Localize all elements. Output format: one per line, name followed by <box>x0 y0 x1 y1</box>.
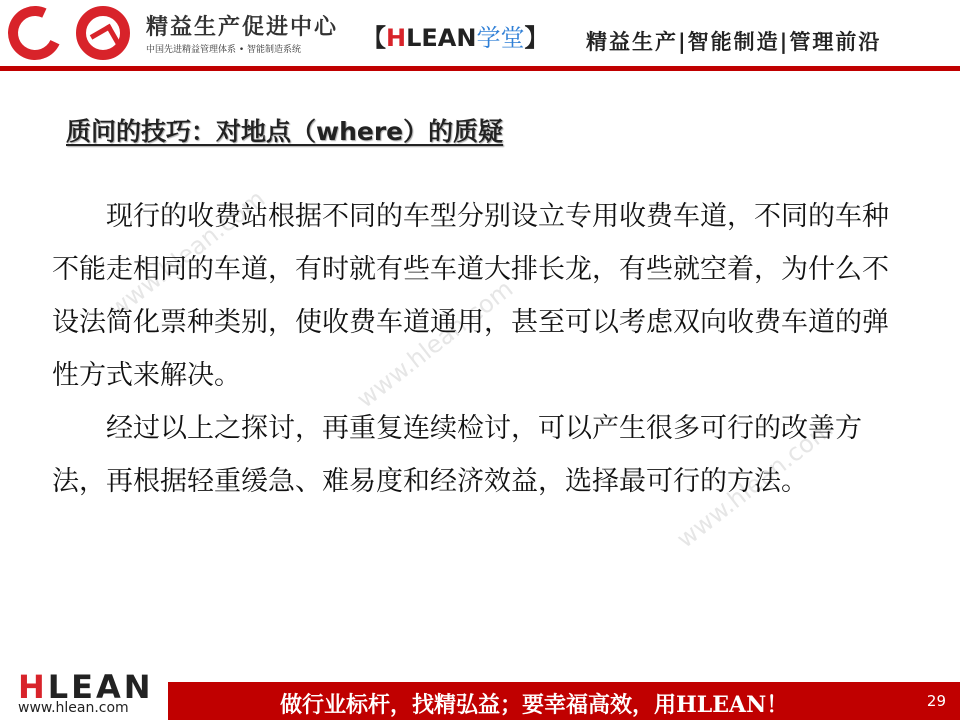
slide-title: 质问的技巧：对地点（where）的质疑 <box>66 117 504 146</box>
tag-lean: LEAN <box>406 24 477 52</box>
footer-slogan: 做行业标杆，找精弘益；要幸福高效，用HLEAN！ <box>280 692 789 718</box>
logo-arrow-circle-icon <box>76 6 130 60</box>
page-number: 29 <box>926 692 946 710</box>
footer-logo-rest: LEAN <box>47 668 154 706</box>
org-name: 精益生产促进中心 <box>146 15 339 40</box>
footer-url: www.hlean.com <box>18 700 129 716</box>
body-paragraph: 现行的收费站根据不同的车型分别设立专用收费车道，不同的车种不能走相同的车道，有时就有些车道大排长龙，有些就空着，为什么不设法简化票种类别，使收费车道通用，甚至可以考虑双向收费车道的弹性方式来解决。 <box>52 201 889 391</box>
org-subtitle: 中国先进精益管理体系 • 智能制造系统 <box>146 45 302 55</box>
header-slogan: 精益生产|智能制造|管理前沿 <box>586 30 882 54</box>
body-paragraph: 经过以上之探讨，再重复连续检讨，可以产生很多可行的改善方法，再根据轻重缓急、难易度和经济效益，选择最可行的方法。 <box>52 413 862 497</box>
tag-xuetang: 学堂 <box>476 24 525 52</box>
slide-body <box>52 190 908 508</box>
footer-logo-h: H <box>18 668 48 706</box>
logo-c-icon <box>0 0 69 68</box>
watermark: www.hlean.com <box>671 414 839 554</box>
tag-h: H <box>386 24 407 52</box>
header-divider <box>0 66 960 71</box>
hlean-tag <box>362 18 548 53</box>
watermark: www.hlean.com <box>351 274 519 414</box>
slide-header <box>0 0 960 72</box>
tag-close-bracket: 】 <box>524 24 549 52</box>
watermark: www.hlean.com <box>103 184 271 324</box>
tag-open-bracket: 【 <box>362 24 386 52</box>
